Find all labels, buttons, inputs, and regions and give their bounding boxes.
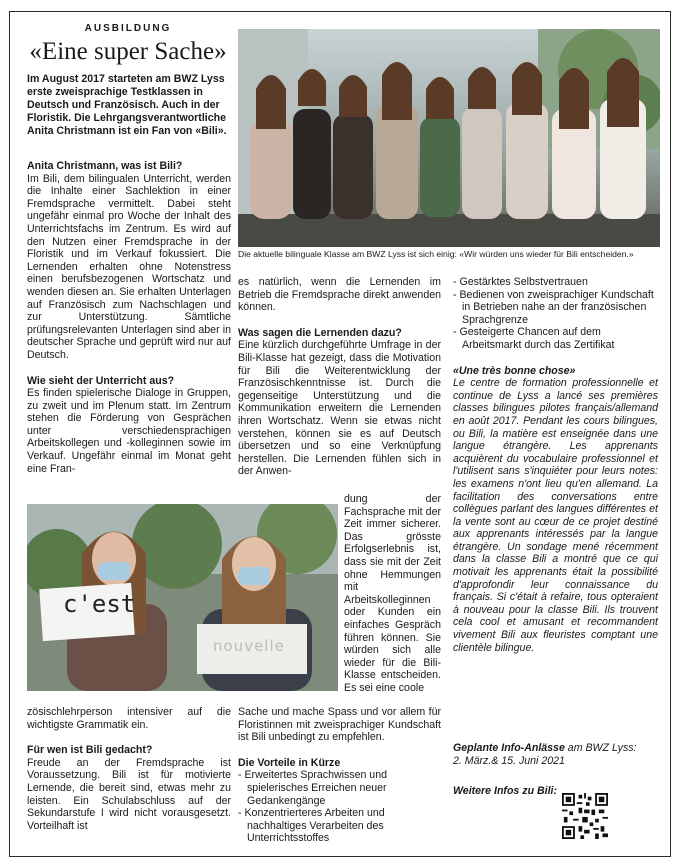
info-events — [453, 742, 658, 767]
more-info-label: Weitere Infos zu Bili: — [453, 785, 557, 797]
group-photo — [238, 29, 660, 247]
advantage-item: - Erweitertes Sprachwissen und spielerisches Erreichen neuer Gedankengänge — [238, 769, 387, 807]
info-events-label: Geplante Info-Anlässe — [453, 742, 565, 754]
column-1-upper — [27, 160, 231, 475]
qr-code-icon[interactable] — [562, 793, 608, 839]
answer-3-part-1: Freude an der Fremdsprache ist Voraussetzung. Bili ist für motivierte Lernende, die bereit sind, etwas mehr zu leisten. Ein Schulabschluss auf der Sekundarstufe I wird nicht vorausgesetzt. Vorteilhaft ist — [27, 756, 231, 832]
answer-4-part-2: dung der Fachsprache mit der Zeit immer sicherer. Das grösste Erfolgserlebnis ist, dass sie mit der Zeit ohne Hemmungen mit Arbeitskolleginnen oder Kunden ein einfaches Gespräch führen können. Sie würden sich alle wieder für die Bili-Klasse entscheiden. Es sei eine coole — [344, 493, 441, 694]
advantages-list-part-2 — [453, 276, 658, 352]
article-lead: Im August 2017 starteten am BWZ Lyss erste zweisprachige Testklassen in Deutsch und Französisch. Auch in der Floristik. Die Lehrgangsverantwortliche Anita Christmann ist ein Fan von «Bili». — [27, 73, 227, 138]
article-title: «Eine super Sache» — [29, 38, 227, 65]
group-photo-image — [238, 29, 660, 247]
french-summary-text: Le centre de formation professionnelle et continue de Lyss a lancé ses premières classes bilingues pilotes français/allemand en août 2017. Pendant les cours bilingues, ou Bili, la matière est enseignée dans une langue étrangère. Les apprenants acquièrent du vocabulaire professionnel et l'utilisent sans s'inquiéter pour leurs notes: les examens n'ont lieu qu'en allemand. La facilitation des conversations entre collègues parlant des langues différentes et la vente sont au cœur de ce projet destiné aux apprenants intéressés par la langue étrangère. Un sondage mené récemment dans la classe Bili a montré que ce qui motivait les apprenants était la possibilité d'approfondir leur connaissance du français. Si c'était à refaire, tous opteraient à nouveau pour la classe Bili. Ils trouvent cela cool et amusant et recommandent vivement Bili aux fleuristes comptant une clientèle bilingue. — [453, 377, 658, 654]
answer-2-part-2: zösischlehrperson intensiver auf die wichtigste Grammatik ein. — [27, 706, 231, 731]
question-3: Für wen ist Bili gedacht? — [27, 744, 153, 757]
column-1-lower — [27, 706, 231, 832]
french-summary-title: «Une très bonne chose» — [453, 364, 576, 377]
more-info — [453, 785, 563, 798]
question-5: Die Vorteile in Kürze — [238, 756, 341, 769]
question-4: Was sagen die Lernenden dazu? — [238, 326, 402, 339]
advantage-item: - Gestärktes Selbstvertrauen — [453, 276, 588, 288]
column-2-upper — [238, 276, 441, 478]
students-signs-photo — [27, 504, 338, 691]
sign-text-1: c'est — [63, 590, 136, 618]
answer-3-part-2: es natürlich, wenn die Lernenden im Betrieb die Fremdsprache direkt anwenden können. — [238, 276, 441, 314]
info-events-location: am BWZ Lyss: — [564, 742, 637, 754]
answer-1: Im Bili, dem bilingualen Unterricht, werden die Inhalte einer Sachlektion in einer Fremdsprache vermittelt. Dabei steht ungefähr einmal pro Woche der Inhalt des Unterrichtsfachs im Zentrum. Es wird auf den Nutzen einer Fremdsprache in der Floristik und im Verkauf fokussiert. Die Lernenden erhalten ohne Notenstress einen berufsbezogenen Wortschatz und wenden diesen an. Sie erhalten Unterlagen auf Französisch zum Nachschlagen und zur Unterstützung. Sämtliche prüfungsrelevanten Unterlagen sind aber in deutscher Sprache und geprüft wird nur auf Deutsch. — [27, 172, 231, 361]
advantage-item: - Gesteigerte Chancen auf dem Arbeitsmarkt durch das Zertifikat — [453, 326, 615, 351]
column-3 — [453, 276, 658, 654]
question-1: Anita Christmann, was ist Bili? — [27, 160, 183, 172]
photo-caption: Die aktuelle bilinguale Klasse am BWZ Lyss ist sich einig: «Wir würden uns wieder für Bili entscheiden.» — [238, 249, 634, 259]
question-2: Wie sieht der Unterricht aus? — [27, 374, 175, 387]
sign-text-2: nouvelle — [213, 637, 285, 655]
info-events-dates: 2. März.& 15. Juni 2021 — [453, 754, 565, 767]
answer-4-part-3: Sache und mache Spass und vor allem für Floristinnen mit zweisprachiger Kundschaft ist Bili unbedingt zu empfehlen. — [238, 706, 441, 744]
column-2-narrow — [344, 493, 441, 695]
answer-4-part-1: Eine kürzlich durchgeführte Umfrage in der Bili-Klasse hat gezeigt, dass die Motivation für Bili die Weiterentwicklung der Französischkenntnisse ist. Durch die gegenseitige Unterstützung und die Kommunikation erweitern die Lernenden ihren Wortschatz. Wenn sie etwas nicht verstehen, können sie es auf Deutsch übersetzen und so eine Verknüpfung herstellen. Die Lernenden fühlen sich in der Anwen- — [238, 339, 441, 478]
advantage-item: - Bedienen von zweisprachiger Kundschaft in Betrieben nahe an der französischen Sprachgrenze — [453, 288, 654, 326]
advantages-list-part-1 — [238, 769, 441, 845]
answer-2-part-1: Es finden spielerische Dialoge in Gruppen, zu zweit und im Plenum statt. Im Zentrum stehen die Förderung von Gesprächen unter verschiedensprachigen Arbeitskollegen und -kolleginnen sowie im Verkauf. Ungefähr einmal im Monat geht eine Fran- — [27, 387, 231, 475]
advantage-item: - Konzentrierteres Arbeiten und nachhaltiges Verarbeiten des Unterrichtsstoffes — [238, 807, 385, 845]
column-2-lower — [238, 706, 441, 845]
article-kicker: AUSBILDUNG — [84, 23, 172, 34]
